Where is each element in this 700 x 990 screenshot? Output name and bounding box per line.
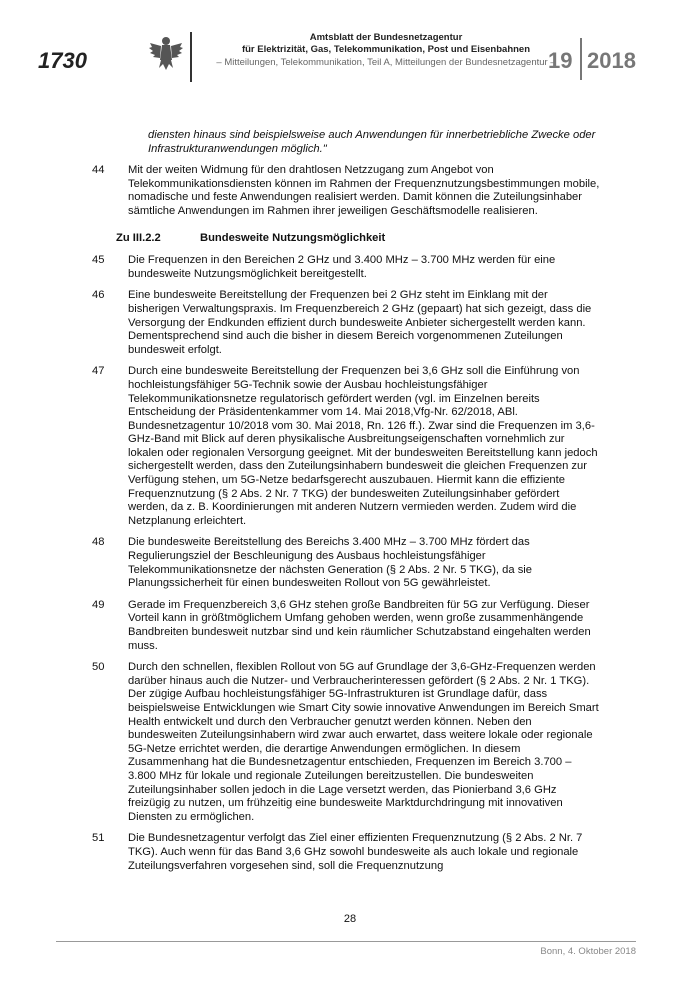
- year-label: 2018: [587, 48, 636, 73]
- issue-divider: [580, 38, 582, 80]
- paragraph-number: 45: [92, 254, 105, 267]
- journal-title-line2: für Elektrizität, Gas, Telekommunikation, Post und Eisenbahnen: [241, 44, 531, 55]
- section-heading: [92, 232, 600, 246]
- paragraph-text: Die Bundesnetzagentur verfolgt das Ziel einer effizienten Frequenznutzung (§ 2 Abs. 2 Nr. 7 TKG). Auch wenn für das Band 3,6 GHz sowohl bundesweite als auch lokale und regionale Zuteilungsverfahren vorgesehen sind, soll die Frequenznutzung: [128, 832, 583, 872]
- paragraph: [92, 365, 600, 528]
- paragraph-text: Die Frequenzen in den Bereichen 2 GHz und 3.400 MHz – 3.700 MHz werden für eine bundesweite Nutzungsmöglichkeit bereitgestellt.: [128, 254, 556, 280]
- paragraph: [92, 661, 600, 824]
- quote-continuation: diensten hinaus sind beispielsweise auch Anwendungen für innerbetriebliche Zwecke oder Infrastrukturanwendungen möglich.": [148, 129, 596, 155]
- paragraph-text: Eine bundesweite Bereitstellung der Frequenzen bei 2 GHz steht im Einklang mit der bisherigen Verwaltungspraxis. Im Frequenzbereich 2 GHz (gepaart) hat sich gezeigt, dass die Versorgung der Endkunden effizient durch bundesweite Anbieter sichergestellt werden kann. Dementsprechend sind auch die bisher in diesem Bereich vorgenommenen Zuteilungen bundesweit erfolgt.: [128, 289, 592, 356]
- paragraph-number: 44: [92, 164, 105, 177]
- paragraph: [92, 599, 600, 653]
- document-body: [92, 129, 600, 881]
- footer-divider: [56, 941, 636, 942]
- paragraph-number: 47: [92, 365, 105, 378]
- page-number: 28: [343, 913, 357, 925]
- paragraph-text: Durch eine bundesweite Bereitstellung der Frequenzen bei 3,6 GHz soll die Einführung von hochleistungsfähiger 5G-Technik sowie der Ausbau hochleistungsfähiger Telekommunikationsnetze regulatorisch gefördert werden (vgl. im Einzelnen bereits Entscheidung der Präsidentenkammer vom 14. Mai 2018,Vfg-Nr. 62/2018, ABl. Bundesnetzagentur 10/2018 vom 30. Mai 2018, Rn. 126 ff.). Zwar sind die Frequenzen im 3,6-GHz-Band mit Blick auf deren physikalische Ausbreitungseigenschaften vornehmlich zur lokalen oder regionalen Versorgung geeignet. Mit der bundesweiten Bereitstellung kann jedoch sichergestellt werden, dass den Zuteilungsinhabern bundesweit die gleichen Frequenzen zur Verfügung stehen, um 5G-Netze bedarfsgerecht auszubauen. Hiermit kann die effiziente Frequenznutzung (§ 2 Abs. 2 Nr. 7 TKG) der bundesweiten Zuteilungsinhaber gefördert werden, da z. B. Koordinierungen mit anderen Nutzern vermieden werden. Zudem wird die Netzplanung erleichtert.: [128, 365, 598, 527]
- paragraph: [92, 289, 600, 357]
- paragraph: [92, 536, 600, 590]
- section-number: Zu III.2.2: [116, 231, 161, 244]
- paragraph-text: Gerade im Frequenzbereich 3,6 GHz stehen große Bandbreiten für 5G zur Verfügung. Dieser Vorteil kann in größtmöglichem Umfang gehoben werden, wenn große zusammenhängende Bandbreiten bundesweit nutzbar sind und kein räumlicher Schutzabstand eingehalten werden muss.: [128, 598, 591, 652]
- issue-label: 19: [548, 48, 573, 73]
- journal-title: [196, 32, 576, 56]
- footer-date: Bonn, 4. Oktober 2018: [540, 946, 636, 957]
- paragraph-text: Mit der weiten Widmung für den drahtlosen Netzzugang zum Angebot von Telekommunikationsdiensten können im Rahmen der Frequenznutzungsbestimmungen mobile, nomadische und feste Anwendungen realisiert werden. Damit können die Zuteilungsinhaber sämtliche Anwendungen im Rahmen ihrer jeweiligen Geschäftsmodelle realisieren.: [128, 164, 600, 217]
- paragraph-number: 46: [92, 289, 105, 302]
- paragraph-number: 50: [92, 661, 105, 674]
- paragraph-text: Die bundesweite Bereitstellung des Bereichs 3.400 MHz – 3.700 MHz fördert das Regulierungsziel der Beschleunigung des Ausbaus hochleistungsfähiger Telekommunikationsnetze der nächsten Generation (§ 2 Abs. 2 Nr. 5 TKG), da sie Planungssicherheit für einen bundesweiten Rollout von 5G gewährleistet.: [128, 536, 532, 590]
- paragraph-number: 49: [92, 598, 105, 611]
- paragraph-number: 48: [92, 536, 105, 549]
- journal-subtitle: – Mitteilungen, Telekommunikation, Teil A, Mitteilungen der Bundesnetzagentur –: [216, 57, 556, 68]
- journal-title-line1: Amtsblatt der Bundesnetzagentur: [309, 32, 463, 43]
- issue-number: 1730: [38, 48, 87, 73]
- paragraph-text: Durch den schnellen, flexiblen Rollout von 5G auf Grundlage der 3,6-GHz-Frequenzen werden darüber hinaus auch die Nutzer- und Verbraucherinteressen gefördert (§ 2 Abs. 2 Nr. 1 TKG). Der zügige Aufbau hochleistungsfähiger 5G-Infrastrukturen ist Grundlage dafür, dass beispielsweise Entwicklungen wie Smart City sowie innovative Anwendungen im Bereich Smart Health entwickelt und durch den Verbraucher genutzt werden können. Neben den bundesweiten Zuteilungsinhabern wird zwar auch erwartet, dass weitere lokale oder regionale 5G-Netze errichtet werden, die derartige Anwendungen ermöglichen. In diesem Zusammenhang hat die Bundesnetzagentur entschieden, Frequenzen im Bereich 3.700 – 3.800 MHz für lokale und regionale Zuteilungen bereitzustellen. Die bundesweiten Zuteilungsinhaber sollen jedoch in die Lage versetzt werden, das Pionierband 3,6 GHz freizügig zu nutzen, um frühzeitig eine bundesweite Marktdurchdringung mit innovativen Diensten zu ermöglichen.: [128, 661, 599, 823]
- paragraph: [92, 164, 600, 218]
- paragraph: [92, 254, 600, 281]
- paragraph-number: 51: [92, 832, 105, 845]
- federal-eagle-icon: [148, 34, 184, 74]
- header-divider: [190, 32, 192, 82]
- section-title: Bundesweite Nutzungsmöglichkeit: [200, 231, 386, 244]
- paragraph: [92, 832, 600, 873]
